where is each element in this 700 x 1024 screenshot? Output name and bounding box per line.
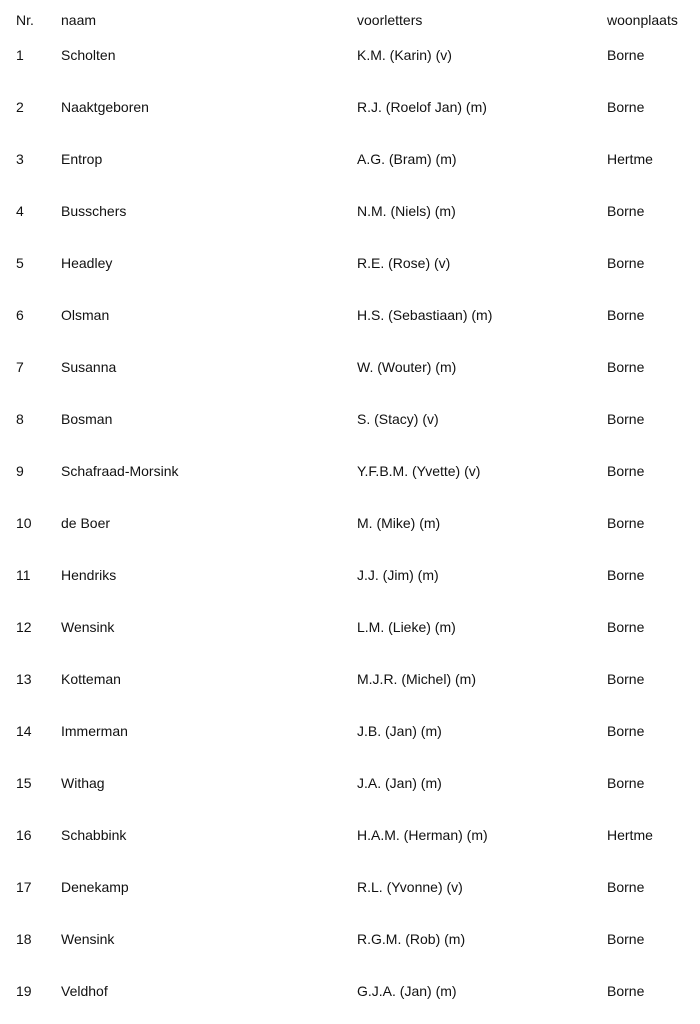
- row-naam: Scholten: [61, 47, 116, 63]
- row-woonplaats: Borne: [607, 463, 645, 479]
- row-voorletters: R.G.M. (Rob) (m): [357, 931, 466, 947]
- row-naam: Entrop: [61, 151, 103, 167]
- row-voorletters: R.J. (Roelof Jan) (m): [357, 99, 487, 115]
- table-row: [0, 253, 700, 273]
- table-row: [0, 877, 700, 897]
- row-voorletters: M. (Mike) (m): [357, 515, 441, 531]
- table-row: [0, 721, 700, 741]
- row-naam: Susanna: [61, 359, 117, 375]
- header-naam: naam: [61, 12, 97, 28]
- row-nr: 1: [16, 47, 24, 63]
- table-row: [0, 773, 700, 793]
- row-voorletters: L.M. (Lieke) (m): [357, 619, 456, 635]
- row-nr: 16: [16, 827, 32, 843]
- row-nr: 11: [16, 567, 31, 583]
- table-row: [0, 149, 700, 169]
- row-naam: Headley: [61, 255, 113, 271]
- row-woonplaats: Hertme: [607, 151, 653, 167]
- row-voorletters: R.E. (Rose) (v): [357, 255, 451, 271]
- row-woonplaats: Borne: [607, 775, 645, 791]
- row-naam: Olsman: [61, 307, 110, 323]
- row-voorletters: H.S. (Sebastiaan) (m): [357, 307, 493, 323]
- table-row: [0, 981, 700, 1001]
- row-woonplaats: Borne: [607, 723, 645, 739]
- header-nr: Nr.: [16, 12, 34, 28]
- row-woonplaats: Borne: [607, 307, 645, 323]
- table-row: [0, 669, 700, 689]
- row-voorletters: M.J.R. (Michel) (m): [357, 671, 476, 687]
- row-woonplaats: Borne: [607, 567, 645, 583]
- row-naam: Hendriks: [61, 567, 117, 583]
- row-nr: 10: [16, 515, 32, 531]
- row-naam: Wensink: [61, 931, 115, 947]
- row-naam: Denekamp: [61, 879, 129, 895]
- header-woonplaats: woonplaats: [607, 12, 678, 28]
- table-row: [0, 929, 700, 949]
- table-row: [0, 357, 700, 377]
- row-woonplaats: Borne: [607, 47, 645, 63]
- row-woonplaats: Borne: [607, 931, 645, 947]
- row-nr: 13: [16, 671, 32, 687]
- row-voorletters: G.J.A. (Jan) (m): [357, 983, 457, 999]
- row-voorletters: H.A.M. (Herman) (m): [357, 827, 488, 843]
- row-woonplaats: Hertme: [607, 827, 653, 843]
- row-nr: 9: [16, 463, 24, 479]
- row-nr: 15: [16, 775, 32, 791]
- row-woonplaats: Borne: [607, 411, 645, 427]
- row-woonplaats: Borne: [607, 99, 645, 115]
- table-row: [0, 305, 700, 325]
- row-nr: 2: [16, 99, 24, 115]
- row-voorletters: S. (Stacy) (v): [357, 411, 439, 427]
- row-nr: 18: [16, 931, 32, 947]
- row-nr: 3: [16, 151, 24, 167]
- row-nr: 4: [16, 203, 24, 219]
- row-nr: 19: [16, 983, 32, 999]
- table-row: [0, 409, 700, 429]
- row-naam: Busschers: [61, 203, 127, 219]
- table-header: [0, 10, 700, 30]
- row-woonplaats: Borne: [607, 203, 645, 219]
- row-voorletters: Y.F.B.M. (Yvette) (v): [357, 463, 481, 479]
- row-naam: Naaktgeboren: [61, 99, 149, 115]
- row-nr: 5: [16, 255, 24, 271]
- header-voorletters: voorletters: [357, 12, 423, 28]
- row-naam: Schabbink: [61, 827, 127, 843]
- row-nr: 12: [16, 619, 32, 635]
- row-naam: Kotteman: [61, 671, 121, 687]
- row-woonplaats: Borne: [607, 671, 645, 687]
- row-voorletters: K.M. (Karin) (v): [357, 47, 452, 63]
- row-voorletters: J.J. (Jim) (m): [357, 567, 439, 583]
- row-voorletters: W. (Wouter) (m): [357, 359, 457, 375]
- row-naam: Bosman: [61, 411, 113, 427]
- table-row: [0, 45, 700, 65]
- table-row: [0, 201, 700, 221]
- table-row: [0, 565, 700, 585]
- row-naam: Withag: [61, 775, 105, 791]
- row-nr: 8: [16, 411, 24, 427]
- row-voorletters: J.A. (Jan) (m): [357, 775, 442, 791]
- row-woonplaats: Borne: [607, 255, 645, 271]
- row-woonplaats: Borne: [607, 879, 645, 895]
- table-row: [0, 617, 700, 637]
- table-row: [0, 97, 700, 117]
- row-nr: 17: [16, 879, 32, 895]
- row-woonplaats: Borne: [607, 515, 645, 531]
- row-voorletters: J.B. (Jan) (m): [357, 723, 442, 739]
- row-nr: 14: [16, 723, 32, 739]
- row-voorletters: A.G. (Bram) (m): [357, 151, 457, 167]
- row-naam: Veldhof: [61, 983, 108, 999]
- row-naam: Immerman: [61, 723, 128, 739]
- row-nr: 6: [16, 307, 24, 323]
- row-nr: 7: [16, 359, 24, 375]
- row-naam: de Boer: [61, 515, 111, 531]
- row-woonplaats: Borne: [607, 619, 645, 635]
- row-woonplaats: Borne: [607, 359, 645, 375]
- row-voorletters: R.L. (Yvonne) (v): [357, 879, 463, 895]
- table-row: [0, 461, 700, 481]
- row-woonplaats: Borne: [607, 983, 645, 999]
- row-voorletters: N.M. (Niels) (m): [357, 203, 456, 219]
- table-row: [0, 825, 700, 845]
- row-naam: Schafraad-Morsink: [61, 463, 179, 479]
- row-naam: Wensink: [61, 619, 115, 635]
- table-row: [0, 513, 700, 533]
